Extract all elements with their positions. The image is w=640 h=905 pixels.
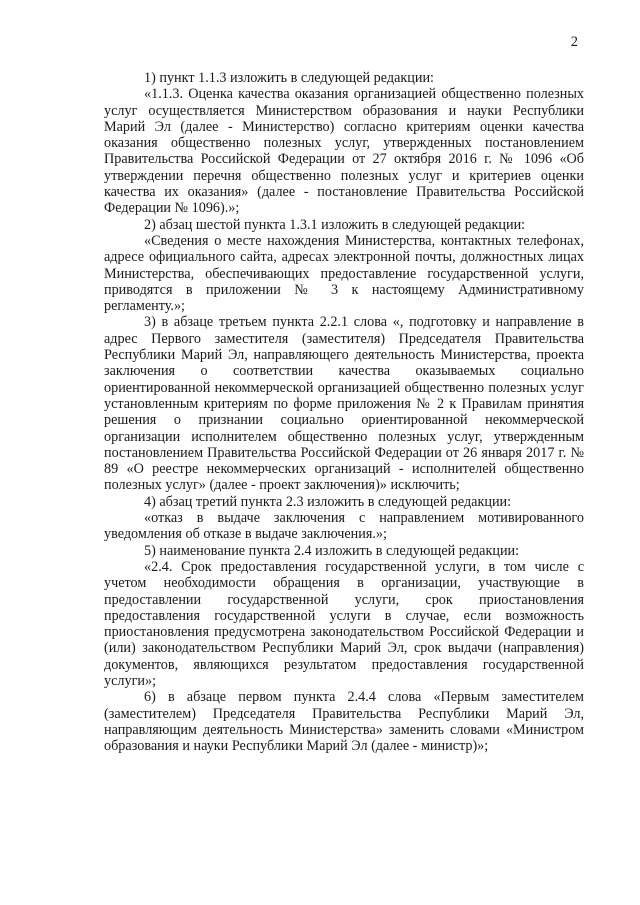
- paragraph-item-3: 3) в абзаце третьем пункта 2.2.1 слова «, подготовку и направление в адрес Первого заместителя (заместителя) Председателя Правительства Республики Марий Эл, направляющего деятельность Министерства, проекта заключения о соответствии качества оказываемых социально ориентированной некоммерческой организацией общественно полезных услуг установленным критериям по форме приложения № 2 к Правилам принятия решения о признании социально ориентированной некоммерческой организации исполнителем общественно полезных услуг, утвержденным постановлением Правительства Российской Федерации от 26 января 2017 г. № 89 «О реестре некоммерческих организаций - исполнителей общественно полезных услуг» (далее - проект заключения)» исключить;: [104, 314, 584, 494]
- paragraph-item-4: 4) абзац третий пункта 2.3 изложить в следующей редакции:: [144, 493, 512, 510]
- paragraph-item-6: 6) в абзаце первом пункта 2.4.4 слова «Первым заместителем (заместителем) Председателя Правительства Республики Марий Эл, направляющим деятельность Министерства» заменить словами «Министром образования и науки Республики Марий Эл (далее - министр)»;: [104, 689, 584, 755]
- paragraph-item-2: 2) абзац шестой пункта 1.3.1 изложить в следующей редакции:: [144, 216, 526, 233]
- paragraph-item-1: 1) пункт 1.1.3 изложить в следующей редакции:: [144, 70, 434, 86]
- paragraph-item-1-1-3: «1.1.3. Оценка качества оказания организацией общественно полезных услуг осуществляется Министерством образования и науки Республики Марий Эл (далее - Министерство) согласно критериям оценки качества оказания общественно полезных услуг, утвержденных постановлением Правительства Российской Федерации от 27 октября 2016 г. № 1096 «Об утверждении перечня общественно полезных услуг и критериев оценки качества их оказания» (далее - постановление Правительства Российской Федерации № 1096).»;: [104, 86, 584, 217]
- paragraph-item-5: 5) наименование пункта 2.4 изложить в следующей редакции:: [144, 542, 520, 559]
- paragraph-refusal: «отказ в выдаче заключения с направлением мотивированного уведомления об отказе в выдаче заключения.»;: [104, 510, 584, 543]
- paragraph-contact-info: «Сведения о месте нахождения Министерства, контактных телефонах, адресе официального сайта, адресах электронной почты, должностных лицах Министерства, обеспечивающих предоставление государственной услуги, приводятся в приложении № 3 к настоящему Административному регламенту.»;: [104, 232, 584, 315]
- document-body: [104, 70, 584, 754]
- paragraph-item-2-4: «2.4. Срок предоставления государственной услуги, в том числе с учетом необходимости обращения в организации, участвующие в предоставлении государственной услуги, срок приостановления предоставления государственной услуги в случае, если возможность приостановления предусмотрена законодательством Российской Федерации и (или) законодательством Республики Марий Эл, срок выдачи (направления) документов, являющихся результатом предоставления государственной услуги»;: [104, 558, 584, 689]
- page-number: 2: [570, 34, 578, 50]
